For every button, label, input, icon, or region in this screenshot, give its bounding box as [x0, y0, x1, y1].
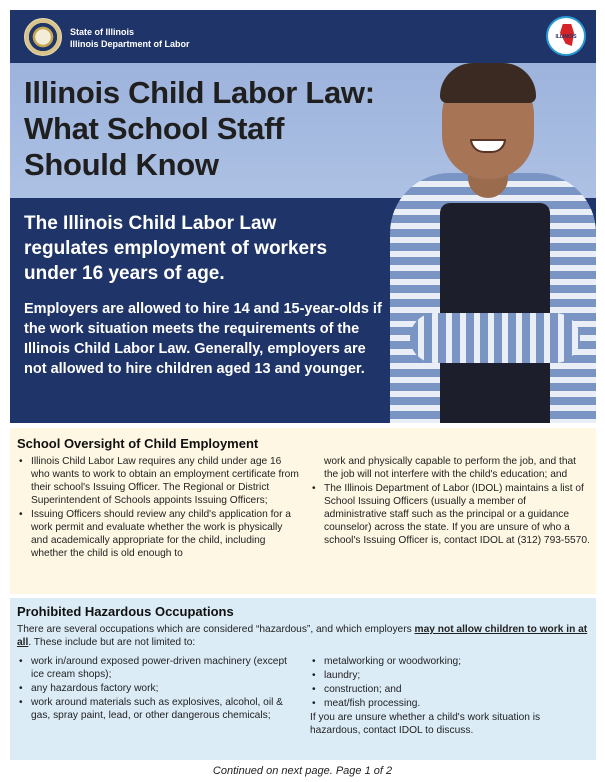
page-title	[24, 75, 414, 183]
list-item: • The Illinois Department of Labor (IDOL) maintains a list of School Issuing Officers (usually a member of administrative staff such as the principal or a guidance counselor) across the state. If you are unsure of who a school's Issuing Officer is, contact IDOL at (312) 793-5570.	[310, 482, 590, 547]
list-item: • Illinois Child Labor Law requires any child under age 16 who wants to work to obtain an employment certificate from their school's Issuing Officer. The Regional or District Superintendent of Schools appoints Issuing Officers;	[17, 455, 299, 507]
hero-body-text: Employers are allowed to hire 14 and 15-year-olds if the work situation meets the requirements of the Illinois Child Labor Law. Generally, employers are not allowed to hire children aged 13 and younger.	[24, 301, 382, 377]
hazardous-heading: Prohibited Hazardous Occupations	[17, 604, 234, 619]
list-item-continuation: work and physically capable to perform the job, and that the job will not interfere with the child's education; and	[324, 456, 577, 480]
list-item: • work in/around exposed power-driven machinery (except ice cream shops);	[17, 655, 299, 681]
illinois-badge-logo	[546, 16, 586, 56]
state-seal-logo	[24, 18, 62, 56]
list-item: • construction; and	[310, 683, 590, 696]
title-line-1: Illinois Child Labor Law:	[24, 75, 375, 110]
oversight-section	[10, 428, 596, 594]
hair	[440, 63, 536, 103]
hero-banner	[10, 63, 596, 423]
list-item: • work around materials such as explosives, alcohol, oil & gas, spray paint, lead, or other dangerous chemicals;	[17, 696, 299, 722]
hazardous-right-column	[310, 655, 590, 737]
list-item: • laundry;	[310, 669, 590, 682]
header-bar	[10, 10, 596, 63]
lead-statement: The Illinois Child Labor Law regulates employment of workers under 16 years of age.	[24, 213, 328, 284]
list-item: • Issuing Officers should review any child's application for a work permit and evaluate whether the work is physically and academically appropriate for the child, including whether the child is old enough to	[17, 508, 299, 560]
hazardous-note: If you are unsure whether a child's work situation is hazardous, contact IDOL to discuss.	[310, 712, 541, 736]
intro-text-end: . These include but are not limited to:	[28, 637, 196, 648]
title-line-2: What School Staff	[24, 111, 285, 146]
intro-emphasis: may not allow children to work in at all	[17, 624, 588, 648]
oversight-right-column	[310, 455, 590, 548]
org-line-department: Illinois Department of Labor	[70, 39, 190, 49]
crossed-arms	[410, 313, 580, 363]
intro-text: There are several occupations which are considered “hazardous”, and which employers	[17, 624, 415, 635]
hazardous-left-column	[17, 655, 299, 723]
title-line-3: Should Know	[24, 147, 219, 182]
hazardous-intro	[17, 623, 592, 649]
list-item: • any hazardous factory work;	[17, 682, 299, 695]
page-footer: Continued on next page. Page 1 of 2	[212, 765, 393, 777]
org-line-state: State of Illinois	[70, 27, 135, 37]
badge-text: ILLINOIS	[555, 34, 577, 40]
list-item: • meat/fish processing.	[310, 697, 590, 710]
hazardous-section	[10, 598, 596, 760]
org-name	[70, 26, 190, 50]
oversight-left-column	[17, 455, 299, 561]
list-item: • metalworking or woodworking;	[310, 655, 590, 668]
oversight-heading: School Oversight of Child Employment	[17, 436, 259, 451]
